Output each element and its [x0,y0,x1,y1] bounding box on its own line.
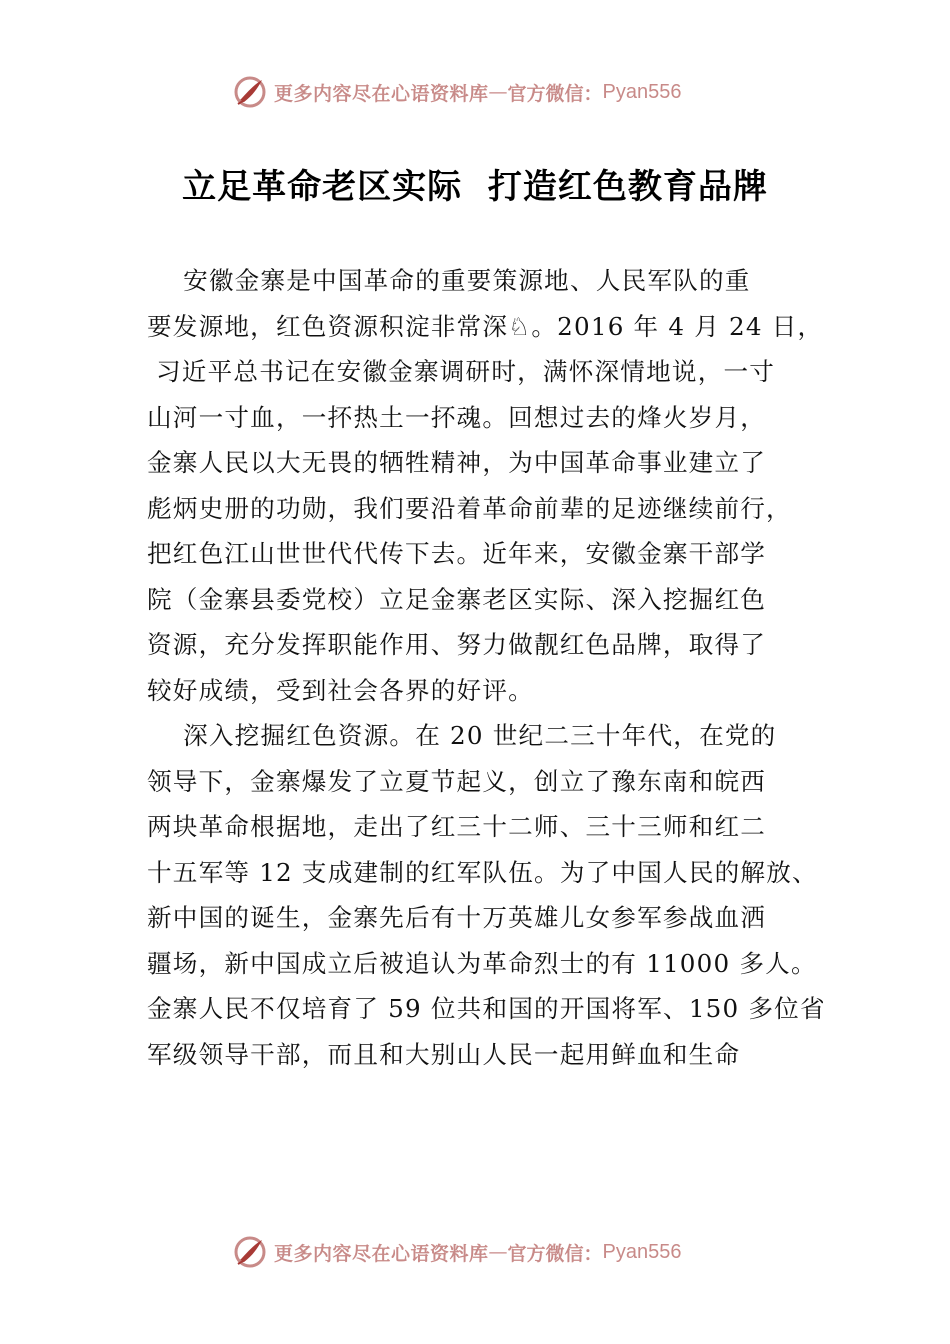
watermark-label: 官方微信： [507,82,603,105]
text-line: 金寨人民以大无畏的牺牲精神，为中国革命事业建立了 [147,448,767,477]
text-line: 习近平总书记在安徽金寨调研时，满怀深情地说，一寸 [147,357,776,386]
text-line: 安徽金寨是中国革命的重要策源地、人民军队的重 [147,266,751,295]
header-watermark [232,72,722,112]
text-line: 山河一寸血，一抔热土一抔魂。回想过去的烽火岁月， [147,402,767,432]
text-line: 疆场，新中国成立后被追认为革命烈士的有 11000 多人。 [147,948,817,978]
text-line: 十五军等 12 支成建制的红军队伍。为了中国人民的解放、 [147,857,818,887]
body-text [147,258,827,1077]
watermark-separator: — [488,1241,508,1263]
text-line: 军级领导干部，而且和大别山人民一起用鲜血和生命 [147,1039,741,1069]
text-line: 彪炳史册的功勋，我们要沿着革命前辈的足迹继续前行， [147,493,792,523]
watermark-separator: — [488,81,508,103]
text-line: 新中国的诞生，金寨先后有十万英雄儿女参军参战血洒 [147,903,767,932]
text-line: 领导下，金寨爆发了立夏节起义，创立了豫东南和皖西 [147,766,767,796]
watermark-wechat-id: Pyan556 [602,80,682,103]
text-line: 院（金寨县委党校）立足金寨老区实际、深入挖掘红色 [147,584,767,614]
watermark-text: 更多内容尽在心语资料库 [274,1242,489,1265]
text-line: 把红色江山世世代代传下去。近年来，安徽金寨干部学 [147,539,767,568]
text-line: 资源，充分发挥职能作用、努力做靓红色品牌，取得了 [147,630,767,659]
text-line: 较好成绩，受到社会各界的好评。 [147,675,534,705]
text-line: 两块革命根据地，走出了红三十二师、三十三师和红二 [147,812,767,841]
text-line: 金寨人民不仅培育了 59 位共和国的开国将军、150 多位省 [147,994,826,1023]
brush-logo-icon [232,1234,268,1270]
watermark-wechat-id: Pyan556 [602,1240,682,1263]
paragraph-2 [147,713,827,1077]
text-line: 要发源地，红色资源积淀非常深♘。2016 年 4 月 24 日， [147,311,824,341]
brush-logo-icon [232,74,268,110]
page-title: 立足革命老区实际 打造红色教育品牌 [182,167,768,207]
paragraph-1 [147,258,827,713]
footer-watermark [232,1232,722,1272]
watermark-text: 更多内容尽在心语资料库 [274,82,489,105]
text-line: 深入挖掘红色资源。在 20 世纪二三十年代，在党的 [147,721,777,750]
watermark-label: 官方微信： [507,1242,603,1265]
